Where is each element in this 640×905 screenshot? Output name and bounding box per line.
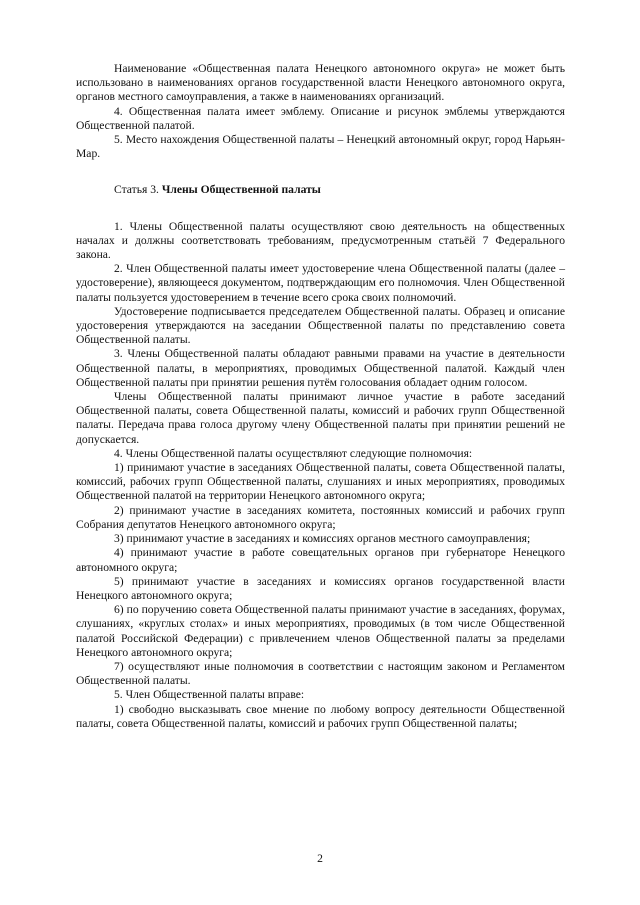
paragraph: Удостоверение подписывается председателем Общественной палаты. Образец и описание удостоверения утверждаются на заседании Общественной палаты по представлению совета Общественной палаты. bbox=[76, 304, 565, 347]
page-number: 2 bbox=[317, 852, 323, 865]
list-item: 3) принимают участие в заседаниях и комиссиях органов местного самоуправления; bbox=[114, 532, 531, 546]
list-item: 2) принимают участие в заседаниях комитета, постоянных комиссий и рабочих групп Собрания депутатов Ненецкого автономного округа; bbox=[76, 503, 565, 531]
list-item: 1) принимают участие в заседаниях Общественной палаты, совета Общественной палаты, комиссий, рабочих групп Общественной палаты, слушаниях и иных мероприятиях, проводимых Общественной палатой на территории Ненецкого автономного округа; bbox=[76, 461, 565, 503]
article-heading bbox=[76, 183, 565, 197]
paragraph-name-restriction: Наименование «Общественная палата Ненецкого автономного округа» не может быть использовано в наименованиях органов государственной власти Ненецкого автономного округа, органов местного самоуправления, а также в наименованиях организаций. bbox=[76, 62, 565, 104]
list-item: 4) принимают участие в работе совещательных органов при губернаторе Ненецкого автономного округа; bbox=[76, 546, 565, 574]
list-item: 1) свободно высказывать свое мнение по любому вопросу деятельности Общественной палаты, совета Общественной палаты, комиссий и рабочих групп Общественной палаты; bbox=[76, 702, 565, 730]
list-item: 6) по поручению совета Общественной палаты принимают участие в заседаниях, форумах, слушаниях, «круглых столах» и иных мероприятиях, проводимых (в том числе Общественной палатой Российской Федерации) с привлечением членов Общественной палаты за пределами Ненецкого автономного округа; bbox=[76, 603, 565, 659]
paragraph: 3. Члены Общественной палаты обладают равными правами на участие в деятельности Общественной палаты, в мероприятиях, проводимых Общественной палатой. Каждый член Общественной палаты при принятии решения путём голосования обладает одним голосом. bbox=[76, 347, 565, 389]
article-title: Члены Общественной палаты bbox=[161, 183, 321, 197]
paragraph: 4. Члены Общественной палаты осуществляют следующие полномочия: bbox=[114, 446, 473, 460]
list-item: 5) принимают участие в заседаниях и комиссиях органов государственной власти Ненецкого автономного округа; bbox=[76, 574, 565, 602]
article-prefix: Статья 3. bbox=[114, 183, 162, 197]
document-page bbox=[76, 62, 565, 731]
paragraph: 1. Члены Общественной палаты осуществляют свою деятельность на общественных началах и должны соответствовать требованиям, предусмотренным статьёй 7 Федерального закона. bbox=[76, 219, 565, 262]
paragraph: 2. Член Общественной палаты имеет удостоверение члена Общественной палаты (далее – удостоверение), являющееся документом, подтверждающим его полномочия. Член Общественной палаты пользуется удостоверением в течение всего срока своих полномочий. bbox=[76, 262, 565, 304]
paragraph: Члены Общественной палаты принимают личное участие в работе заседаний Общественной палаты, совета Общественной палаты, комиссий и рабочих групп Общественной палаты. Передача права голоса другому члену Общественной палаты при принятии решений не допускается. bbox=[76, 390, 565, 446]
paragraph: 5. Член Общественной палаты вправе: bbox=[114, 688, 305, 702]
list-item: 7) осуществляют иные полномочия в соответствии с настоящим законом и Регламентом Общественной палаты. bbox=[76, 659, 565, 688]
paragraph-emblem: 4. Общественная палата имеет эмблему. Описание и рисунок эмблемы утверждаются Общественной палатой. bbox=[76, 104, 565, 132]
paragraph-location: 5. Место нахождения Общественной палаты – Ненецкий автономный округ, город Нарьян-Мар. bbox=[76, 133, 565, 161]
